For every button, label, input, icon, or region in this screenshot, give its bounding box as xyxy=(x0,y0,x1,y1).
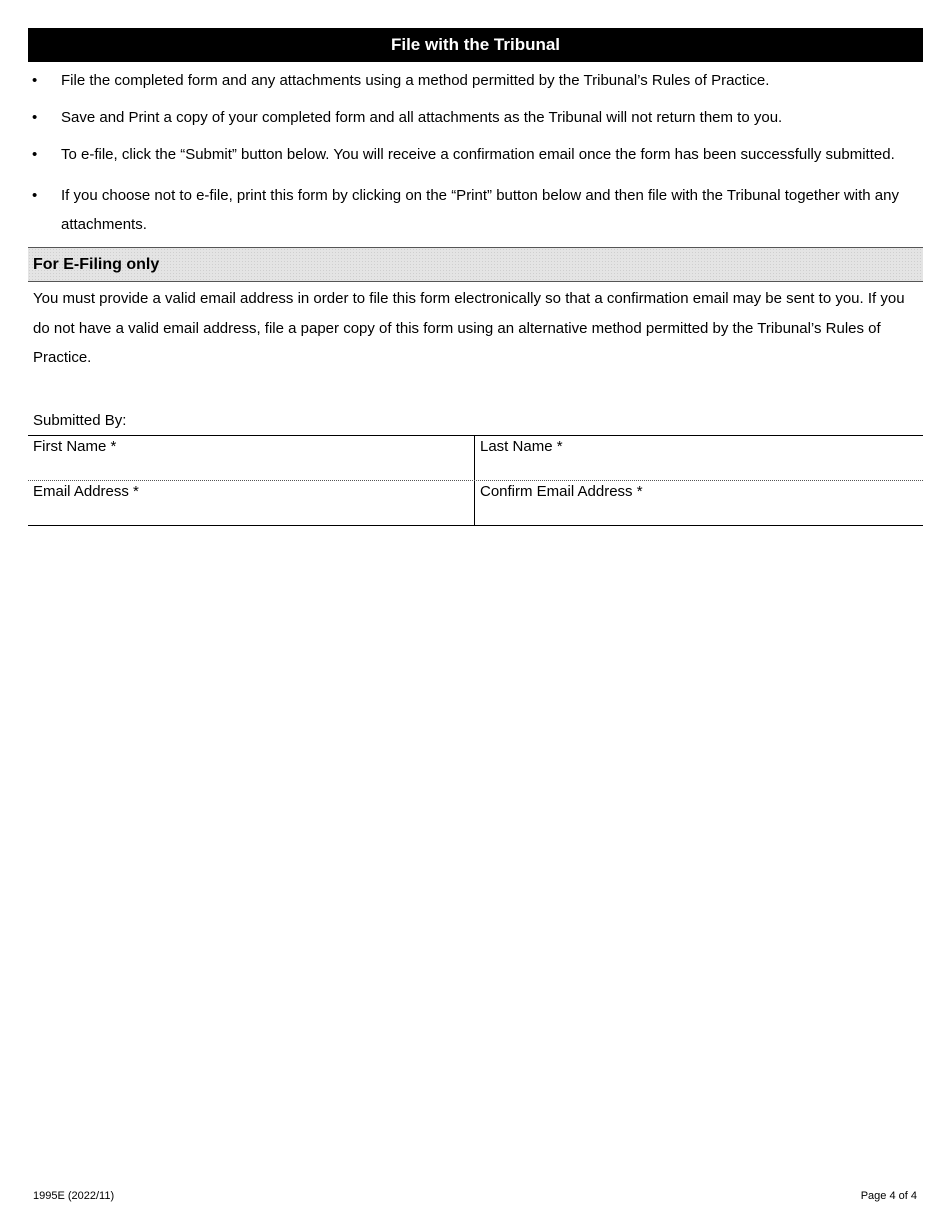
submitted-by-label: Submitted By: xyxy=(33,411,127,429)
instruction-item xyxy=(28,140,923,169)
section-header-file-with-tribunal xyxy=(28,28,923,62)
bullet-icon: • xyxy=(32,146,38,163)
first-name-field[interactable] xyxy=(28,436,475,480)
instruction-text: Save and Print a copy of your completed form and all attachments as the Tribunal will not return them to you. xyxy=(61,109,783,126)
first-name-input[interactable] xyxy=(28,458,474,480)
efiling-intro-text: You must provide a valid email address in order to file this form electronically so that a confirmation email may be sent to you. If you do not have a valid email address, file a paper copy of this form using an alternative method permitted by the Tribunal’s Rules of Practice. xyxy=(33,290,905,366)
confirm-email-input[interactable] xyxy=(475,503,923,525)
form-page xyxy=(28,28,923,526)
email-row xyxy=(28,480,923,525)
email-label: Email Address * xyxy=(33,482,139,500)
name-row xyxy=(28,436,923,480)
instruction-item xyxy=(28,66,923,95)
first-name-label: First Name * xyxy=(33,437,117,455)
instruction-text: If you choose not to e-file, print this form by clicking on the “Print” button below and then file with the Tribunal together with any attachments. xyxy=(61,187,899,233)
bullet-icon: • xyxy=(32,109,38,126)
submitter-fields-grid xyxy=(28,435,923,526)
bullet-icon: • xyxy=(32,187,38,204)
instruction-list xyxy=(28,66,923,239)
email-input[interactable] xyxy=(28,503,474,525)
confirm-email-field[interactable] xyxy=(475,481,923,525)
instruction-text: To e-file, click the “Submit” button below. You will receive a confirmation email once the form has been successfully submitted. xyxy=(61,146,895,163)
efiling-heading-text: For E-Filing only xyxy=(33,256,160,273)
last-name-field[interactable] xyxy=(475,436,923,480)
page-indicator: Page 4 of 4 xyxy=(860,1190,917,1202)
efiling-section-heading xyxy=(28,247,923,282)
section-header-title: File with the Tribunal xyxy=(390,35,561,54)
email-field[interactable] xyxy=(28,481,475,525)
instruction-item xyxy=(28,103,923,132)
instruction-item xyxy=(28,181,923,239)
instruction-text: File the completed form and any attachments using a method permitted by the Tribunal’s Rules of Practice. xyxy=(61,72,770,89)
form-code: 1995E (2022/11) xyxy=(33,1190,115,1202)
bullet-icon: • xyxy=(32,72,38,89)
confirm-email-label: Confirm Email Address * xyxy=(480,482,643,500)
last-name-input[interactable] xyxy=(475,458,923,480)
last-name-label: Last Name * xyxy=(480,437,563,455)
